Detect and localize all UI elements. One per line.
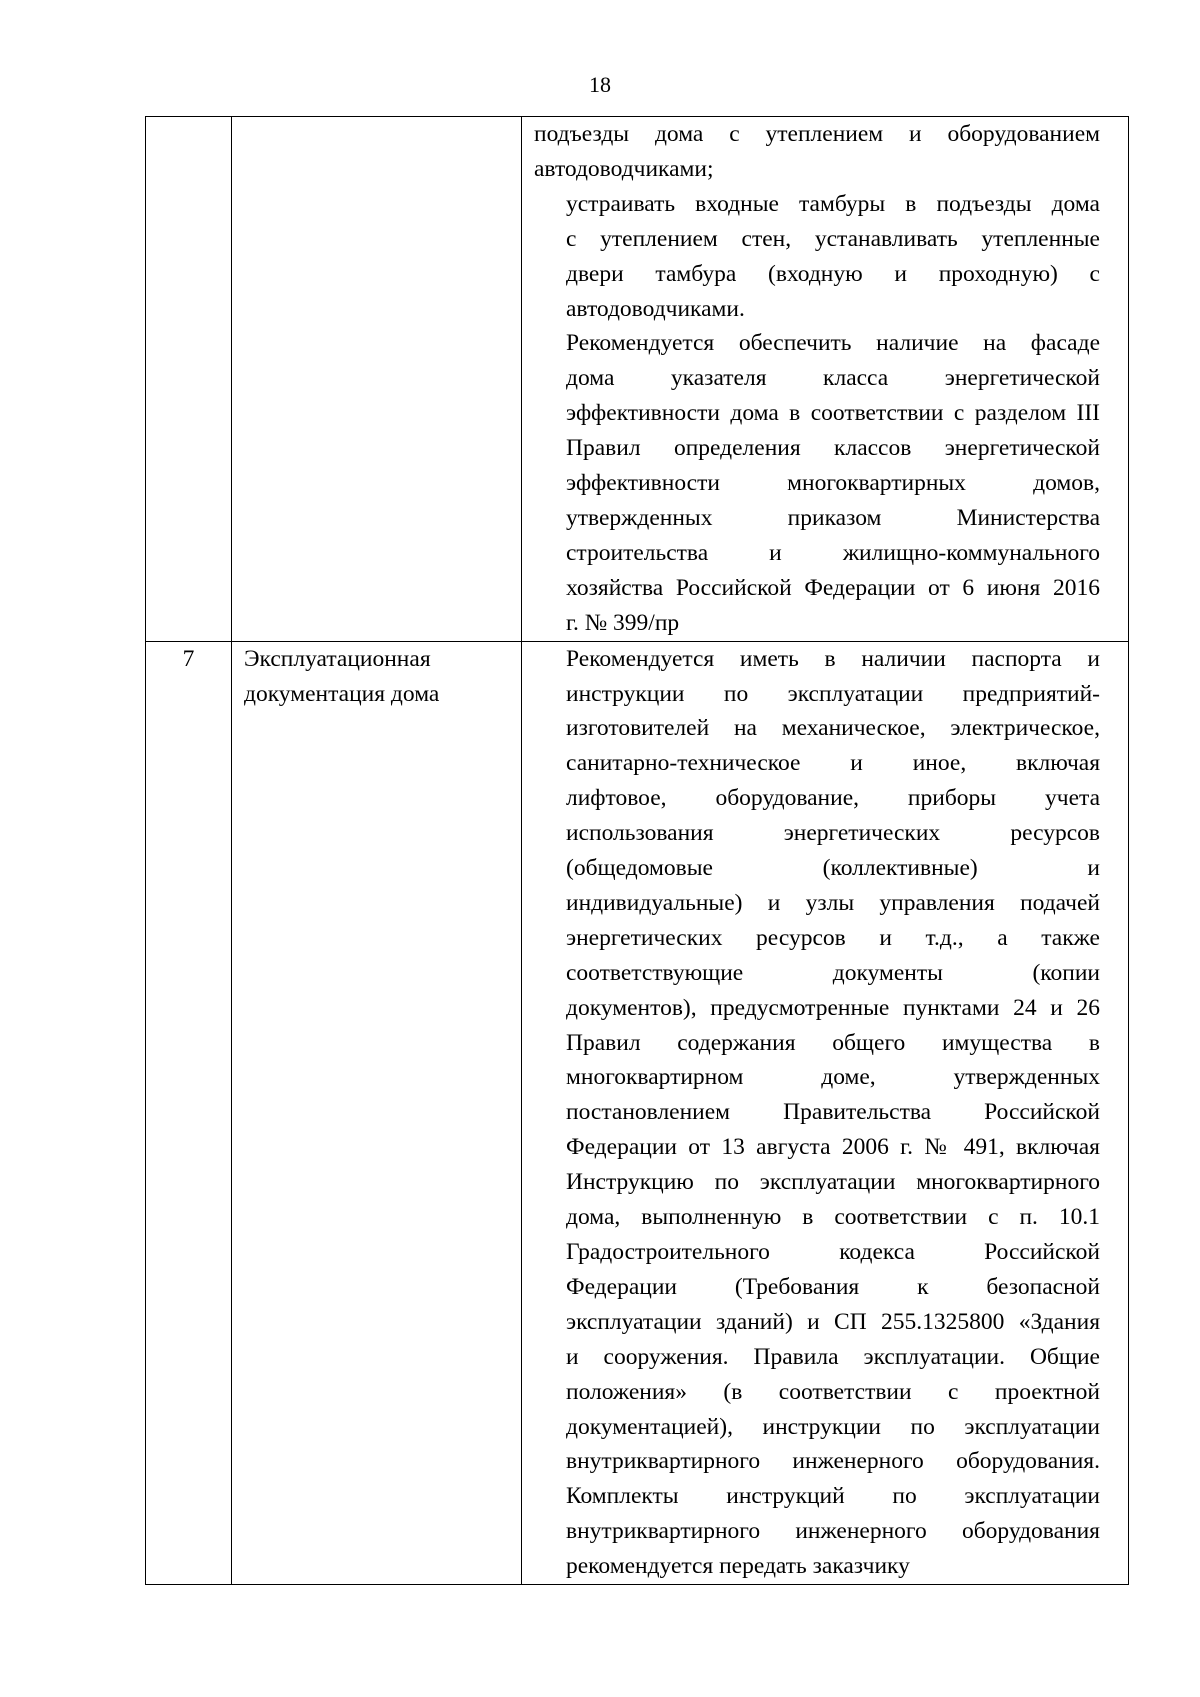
- text-paragraph: [534, 326, 1100, 640]
- text-line: автодоводчиками;: [534, 155, 714, 182]
- text-line: индивидуальные) и узлы управления подачей: [566, 889, 1100, 916]
- text-line: г. № 399/пр: [566, 609, 680, 636]
- text-line: Рекомендуется иметь в наличии паспорта и: [566, 645, 1100, 672]
- text-line: соответствующие документы (копии: [566, 959, 1100, 986]
- text-line: дома, выполненную в соответствии с п. 10.1: [566, 1204, 1100, 1231]
- text-line: устраивать входные тамбуры в подъезды дома: [566, 190, 1100, 217]
- text-line: положения» (в соответствии с проектной: [566, 1378, 1100, 1405]
- text-line: с утеплением стен, устанавливать утепленные: [566, 225, 1100, 252]
- text-line: Инструкцию по эксплуатации многоквартирного: [566, 1169, 1100, 1196]
- row-number-cell: 7: [146, 641, 232, 1584]
- text-line: внутриквартирного инженерного оборудования.: [566, 1448, 1100, 1475]
- text-line: Правил содержания общего имущества в: [566, 1029, 1100, 1056]
- text-line: рекомендуется передать заказчику: [566, 1553, 910, 1580]
- text-line: Федерации (Требования к безопасной: [566, 1273, 1100, 1300]
- text-line: постановлением Правительства Российской: [566, 1099, 1100, 1126]
- row-number-cell: [146, 117, 232, 642]
- text-line: лифтовое, оборудование, приборы учета: [566, 785, 1100, 812]
- text-line: документацией), инструкции по эксплуатации: [566, 1413, 1100, 1440]
- requirements-table: [145, 116, 1129, 1585]
- text-line: подъезды дома с утеплением и оборудованием: [534, 121, 1100, 147]
- text-line: Федерации от 13 августа 2006 г. № 491, включая: [566, 1134, 1100, 1161]
- table-row: [146, 641, 1129, 1584]
- text-line: утвержденных приказом Министерства: [566, 504, 1100, 531]
- text-line: документов), предусмотренные пунктами 24 и 26: [566, 994, 1100, 1021]
- text-line: Комплекты инструкций по эксплуатации: [566, 1483, 1100, 1510]
- text-line: автодоводчиками.: [566, 295, 745, 322]
- row-text-cell: [522, 117, 1129, 642]
- text-line: внутриквартирного инженерного оборудования: [566, 1518, 1100, 1545]
- row-name-cell: Эксплуатационная документация дома: [232, 641, 522, 1584]
- text-line: строительства и жилищно-коммунального: [566, 539, 1100, 566]
- page-number: 18: [589, 72, 611, 97]
- text-line: инструкции по эксплуатации предприятий-: [566, 680, 1100, 707]
- text-line: изготовителей на механическое, электрическое,: [566, 715, 1100, 742]
- table-row: [146, 117, 1129, 642]
- text-paragraph: [534, 642, 1100, 1584]
- text-line: эксплуатации зданий) и СП 255.1325800 «Здания: [566, 1308, 1100, 1335]
- text-line: Рекомендуется обеспечить наличие на фасаде: [566, 330, 1100, 357]
- text-line: санитарно-техническое и иное, включая: [566, 750, 1100, 777]
- text-line: эффективности дома в соответствии с разделом III: [566, 400, 1100, 427]
- row-name-cell: [232, 117, 522, 642]
- text-line: двери тамбура (входную и проходную) с: [566, 260, 1100, 287]
- text-line: (общедомовые (коллективные) и: [566, 855, 1100, 882]
- text-line: Градостроительного кодекса Российской: [566, 1239, 1100, 1265]
- text-paragraph: [534, 187, 1100, 327]
- text-line: и сооружения. Правила эксплуатации. Общие: [566, 1343, 1100, 1370]
- text-line: дома указателя класса энергетической: [566, 365, 1100, 392]
- row-text-cell: [522, 641, 1129, 1584]
- text-line: эффективности многоквартирных домов,: [566, 470, 1100, 497]
- text-line: Правил определения классов энергетической: [566, 435, 1100, 462]
- text-line: энергетических ресурсов и т.д., а также: [566, 924, 1100, 951]
- text-line: использования энергетических ресурсов: [566, 820, 1100, 847]
- text-line: многоквартирном доме, утвержденных: [566, 1064, 1100, 1091]
- text-line: хозяйства Российской Федерации от 6 июня 2016: [566, 574, 1100, 601]
- text-paragraph: [534, 117, 1100, 187]
- table-body: [146, 117, 1129, 1585]
